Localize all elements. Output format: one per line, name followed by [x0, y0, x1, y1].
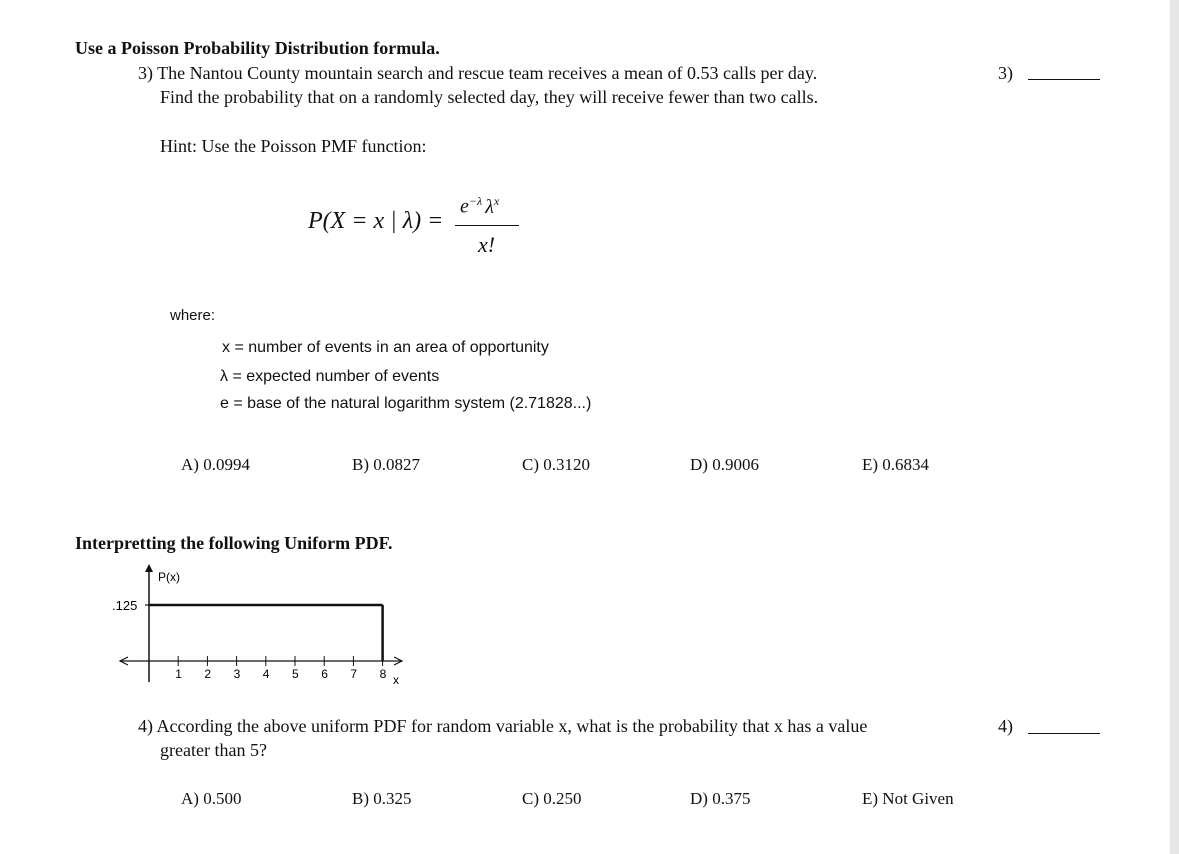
q3-choice-b[interactable]: B) 0.0827	[352, 455, 420, 474]
q4-answer-label: 4)	[998, 716, 1013, 736]
y-tick-label: .125	[112, 598, 138, 613]
formula-fraction-bar	[455, 225, 519, 226]
q4-choice-a[interactable]: A) 0.500	[181, 789, 242, 808]
q4-choice-d[interactable]: D) 0.375	[690, 789, 751, 808]
q4-line1: 4) According the above uniform PDF for random variable x, what is the probability that x has a value	[138, 716, 868, 736]
x-tick-label: 6	[321, 667, 328, 681]
x-tick-label: 2	[204, 667, 212, 681]
definition-x: x = number of events in an area of opportunity	[222, 339, 549, 356]
q3-hint: Hint: Use the Poisson PMF function:	[160, 136, 427, 156]
section2-heading: Interpretting the following Uniform PDF.	[75, 533, 393, 553]
x-tick-label: 3	[233, 667, 241, 681]
section1-heading: Use a Poisson Probability Distribution formula.	[75, 38, 440, 58]
x-tick-label: 4	[262, 667, 270, 681]
x-tick-label: 5	[292, 667, 299, 681]
x-axis-label: x	[393, 673, 399, 687]
definition-e: e = base of the natural logarithm system (2.71828...)	[220, 395, 592, 412]
q3-choice-d[interactable]: D) 0.9006	[690, 455, 759, 474]
page-edge	[1170, 0, 1179, 854]
x-tick-label: 8	[379, 667, 387, 681]
where-label: where:	[170, 307, 216, 324]
q4-choice-c[interactable]: C) 0.250	[522, 789, 582, 808]
q3-choice-e[interactable]: E) 0.6834	[862, 455, 930, 474]
q4-line2: greater than 5?	[160, 740, 267, 760]
q3-answer-blank[interactable]	[1028, 79, 1100, 80]
formula-numerator: $e^{-\lambda}$ $\lambda^x$	[460, 194, 500, 218]
x-tick-label: 1	[175, 667, 182, 681]
q3-choice-a[interactable]: A) 0.0994	[181, 455, 250, 474]
definition-lambda: λ = expected number of events	[220, 368, 440, 385]
y-axis-label: P(x)	[158, 570, 180, 584]
uniform-pdf-chart	[100, 560, 420, 690]
y-axis-arrow	[145, 564, 153, 572]
q4-choice-e[interactable]: E) Not Given	[862, 789, 954, 808]
formula-denominator: x!	[478, 232, 496, 257]
q3-answer-label: 3)	[998, 63, 1013, 83]
x-tick-label: 7	[350, 667, 358, 681]
q3-line1: 3) The Nantou County mountain search and rescue team receives a mean of 0.53 calls per day.	[138, 63, 818, 83]
q4-choice-b[interactable]: B) 0.325	[352, 789, 412, 808]
formula-lhs: P(X = x | λ) =	[308, 208, 444, 234]
q4-answer-blank[interactable]	[1028, 733, 1100, 734]
q3-line2: Find the probability that on a randomly selected day, they will receive fewer than two calls.	[160, 87, 819, 107]
q3-choice-c[interactable]: C) 0.3120	[522, 455, 590, 474]
